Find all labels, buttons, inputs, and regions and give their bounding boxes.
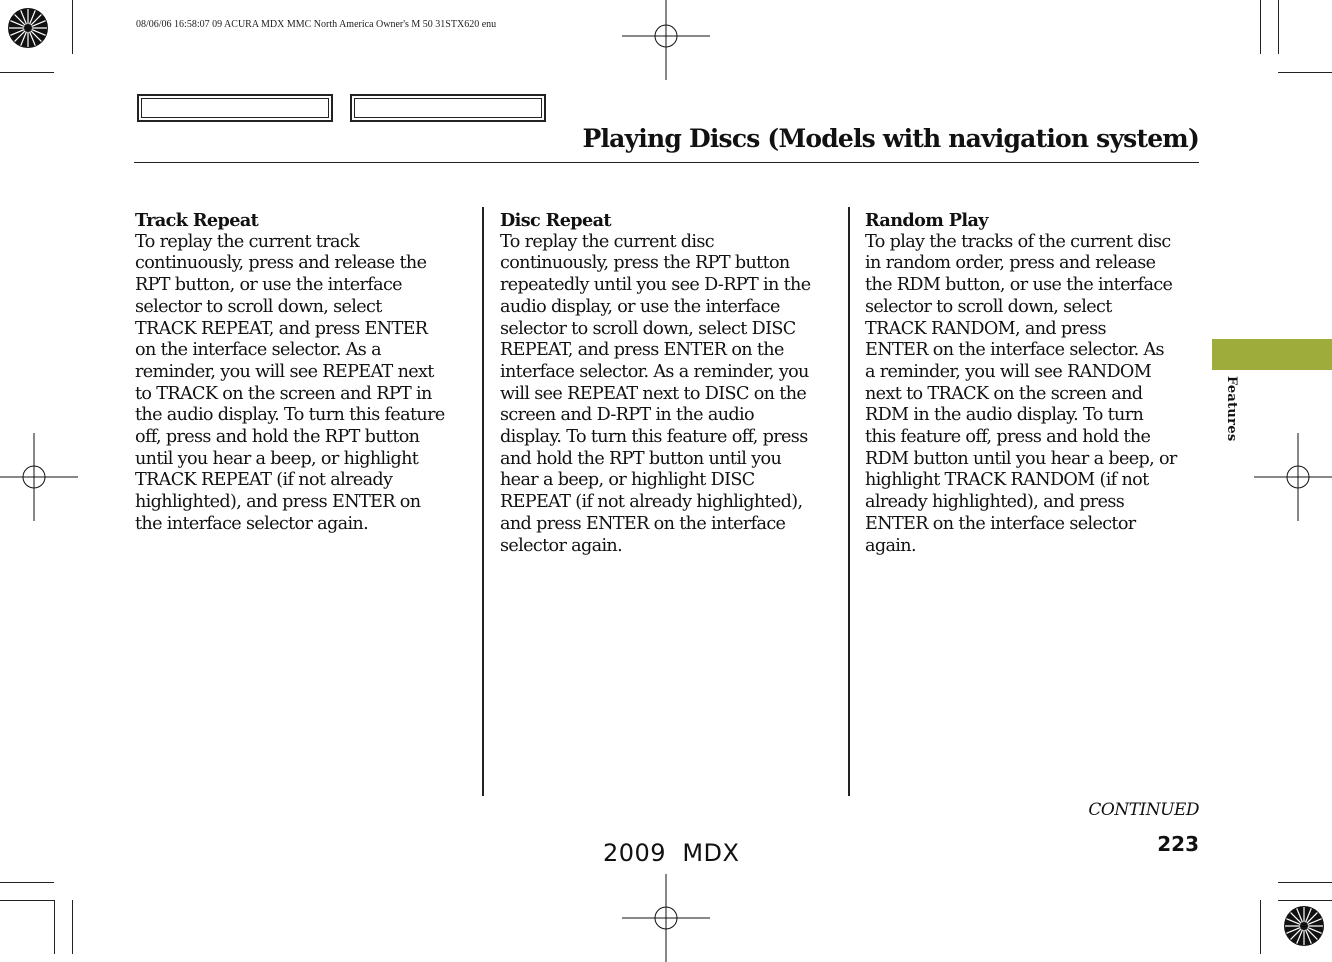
print-header: 08/06/06 16:58:07 09 ACURA MDX MMC North America Owner's M 50 31STX620 enu — [136, 19, 497, 30]
page-number: 223 — [1157, 832, 1199, 856]
title-rule — [134, 162, 1199, 163]
crop-mark — [0, 72, 54, 73]
crop-mark — [1278, 900, 1332, 901]
column-track-repeat — [135, 210, 475, 536]
crop-mark — [1278, 0, 1279, 54]
section-body: To replay the current disc continuously, press the RPT button repeatedly until you see D-RPT in the audio display, or use the interface selector to scroll down, select DISC REPEAT, and press ENTER on the interface selector. As a reminder, you will see REPEAT next to DISC on the screen and D-RPT in the audio display. To turn this feature off, press and hold the RPT button until you hear a beep, or highlight DISC REPEAT (if not already highlighted), and press ENTER on the interface selector again. — [500, 231, 811, 556]
column-divider — [482, 207, 484, 796]
page-title: Playing Discs (Models with navigation system) — [582, 124, 1199, 153]
registration-sunburst-icon — [1282, 904, 1326, 948]
registration-crosshair-icon — [622, 874, 710, 962]
column-divider — [848, 207, 850, 796]
section-body: To play the tracks of the current disc in random order, press and release the RDM button, or use the interface selector to scroll down, select TRACK RANDOM, and press ENTER on the interface selector. As a reminder, you will see RANDOM next to TRACK on the screen and RDM in the audio display. To turn this feature off, press and hold the RDM button until you hear a beep, or highlight TRACK RANDOM (if not already highlighted), and press ENTER on the interface selector again. — [865, 231, 1177, 556]
column-disc-repeat — [500, 210, 840, 557]
section-heading: Disc Repeat — [500, 210, 611, 231]
column-random-play — [865, 210, 1205, 557]
side-tab-label: Features — [1224, 376, 1239, 442]
section-heading: Track Repeat — [135, 210, 259, 231]
registration-crosshair-icon — [0, 433, 78, 521]
crop-mark — [0, 900, 54, 901]
footer-model: 2009 MDX — [603, 839, 740, 867]
registration-crosshair-icon — [1254, 433, 1332, 521]
crop-mark — [72, 900, 73, 954]
crop-mark — [1260, 0, 1261, 54]
registration-sunburst-icon — [6, 6, 50, 50]
side-tab-marker — [1212, 339, 1332, 370]
crop-mark — [1278, 72, 1332, 73]
crop-mark — [1278, 882, 1332, 883]
crop-mark — [54, 900, 55, 954]
crop-mark — [1260, 900, 1261, 954]
registration-crosshair-icon — [622, 0, 710, 80]
section-body: To replay the current track continuously, press and release the RPT button, or use the interface selector to scroll down, select TRACK REPEAT, and press ENTER on the interface selector. As a reminder, you will see REPEAT next to TRACK on the screen and RPT in the audio display. To turn this feature off, press and hold the RPT button until you hear a beep, or highlight TRACK REPEAT (if not already highlighted), and press ENTER on the interface selector again. — [135, 231, 445, 534]
header-tab-box — [350, 94, 546, 122]
crop-mark — [0, 882, 54, 883]
section-heading: Random Play — [865, 210, 988, 231]
header-tab-box — [137, 94, 333, 122]
crop-mark — [72, 0, 73, 54]
continued-label: CONTINUED — [1088, 800, 1199, 820]
